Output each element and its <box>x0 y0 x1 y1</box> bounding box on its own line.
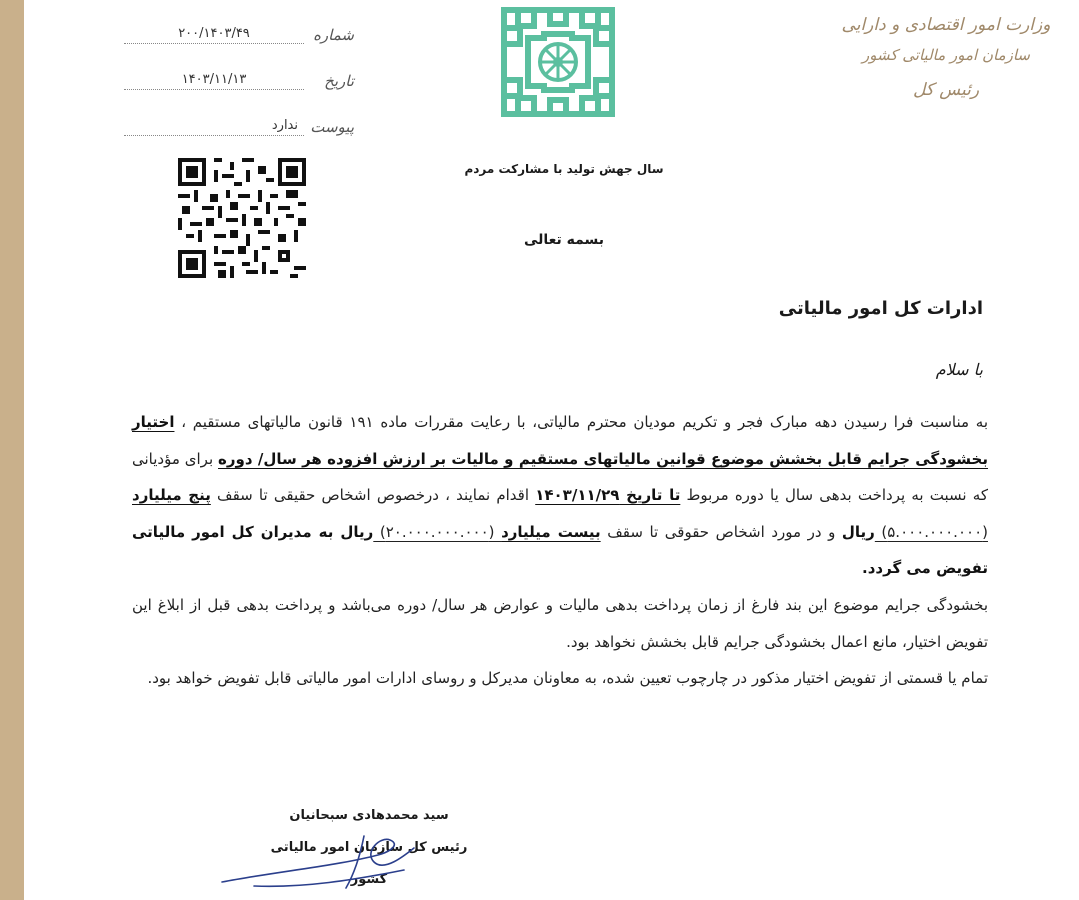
date-row <box>124 58 354 104</box>
tax-organization-emblem-icon <box>498 4 618 120</box>
attachment-value: ندارد <box>124 118 304 136</box>
deadline-date: تا تاریخ ۱۴۰۳/۱۱/۲۹ <box>535 486 681 505</box>
letter-body <box>132 404 988 697</box>
office-title: رئیس کل <box>912 80 980 100</box>
body-text-span: برای مؤدیانی که نسبت به پرداخت بدهی سال یا دوره مربوط <box>132 449 988 505</box>
bismillah: بسمه تعالی <box>523 232 605 248</box>
body-emphasis: ریال <box>841 522 875 541</box>
page-edge-strip <box>0 0 24 900</box>
body-text-span: و در مورد اشخاص حقوقی تا سقف <box>600 522 842 541</box>
ministry-header <box>841 12 1051 108</box>
natural-person-cap: پنج میلیارد <box>132 486 211 505</box>
signatory-name: سید محمدهادی سبحانیان <box>289 808 449 823</box>
qr-code-icon <box>178 158 306 278</box>
body-paragraph-1 <box>132 404 988 587</box>
body-paragraph-2: بخشودگی جرایم موضوع این بند فارغ از زمان پرداخت بدهی مالیات و عوارض هر سال/ دوره می‌باشد و پرداخت بدهی قبل از ابلاغ این تفویض اختیار، مانع اعمال بخشودگی جرایم قابل بخشش نخواهد بود. <box>132 595 988 651</box>
number-label: شماره <box>313 26 354 44</box>
attachment-label: پیوست <box>310 118 354 136</box>
number-value: ۲۰۰/۱۴۰۳/۴۹ <box>124 26 304 44</box>
body-text-span: اقدام نمایند ، درخصوص اشخاص حقیقی تا سقف <box>210 486 536 505</box>
body-paragraph-3: تمام یا قسمتی از تفویض اختیار مذکور در چارچوب تعیین شده، به معاونان مدیرکل و روسای ادارات امور مالیاتی قابل تفویض خواهد بود. <box>147 669 988 688</box>
date-value: ۱۴۰۳/۱۱/۱۳ <box>124 72 304 90</box>
legal-person-cap-amount: (۲۰.۰۰۰.۰۰۰.۰۰۰) <box>373 522 502 541</box>
body-text-span: به مناسبت فرا رسیدن دهه مبارک فجر و تکریم مودیان محترم مالیاتی، با رعایت مقررات ماده ۱۹۱ قانون مالیاتهای مستقیم ، <box>174 413 988 431</box>
ministry-name: وزارت امور اقتصادی و دارایی <box>841 15 1051 35</box>
handwritten-signature <box>214 826 424 896</box>
body-emphasis: اختیار بخشودگی جرایم قابل بخشش موضوع قوانین مالیاتهای مستقیم و مالیات بر ارزش افزوده هر سال/ دوره <box>132 413 989 468</box>
attachment-row <box>124 104 354 150</box>
organization-name: سازمان امور مالیاتی کشور <box>862 46 1030 64</box>
natural-person-cap-amount: (۵.۰۰۰.۰۰۰.۰۰۰) <box>874 522 988 541</box>
legal-person-cap: بیست میلیارد <box>501 522 601 541</box>
number-row <box>124 12 354 58</box>
letter-page <box>24 0 1079 900</box>
body-emphasis: ریال به مدیران کل امور مالیاتی تفویض می گردد. <box>132 522 988 578</box>
signatory-title: رئیس کل سازمان امور مالیاتی کشور <box>270 840 468 887</box>
date-label: تاریخ <box>324 72 354 90</box>
year-slogan: سال جهش تولید با مشارکت مردم <box>464 162 664 176</box>
letter-recipient: ادارات کل امور مالیاتی <box>778 298 983 319</box>
letter-greeting: با سلام <box>935 360 983 379</box>
letter-meta <box>124 12 354 150</box>
